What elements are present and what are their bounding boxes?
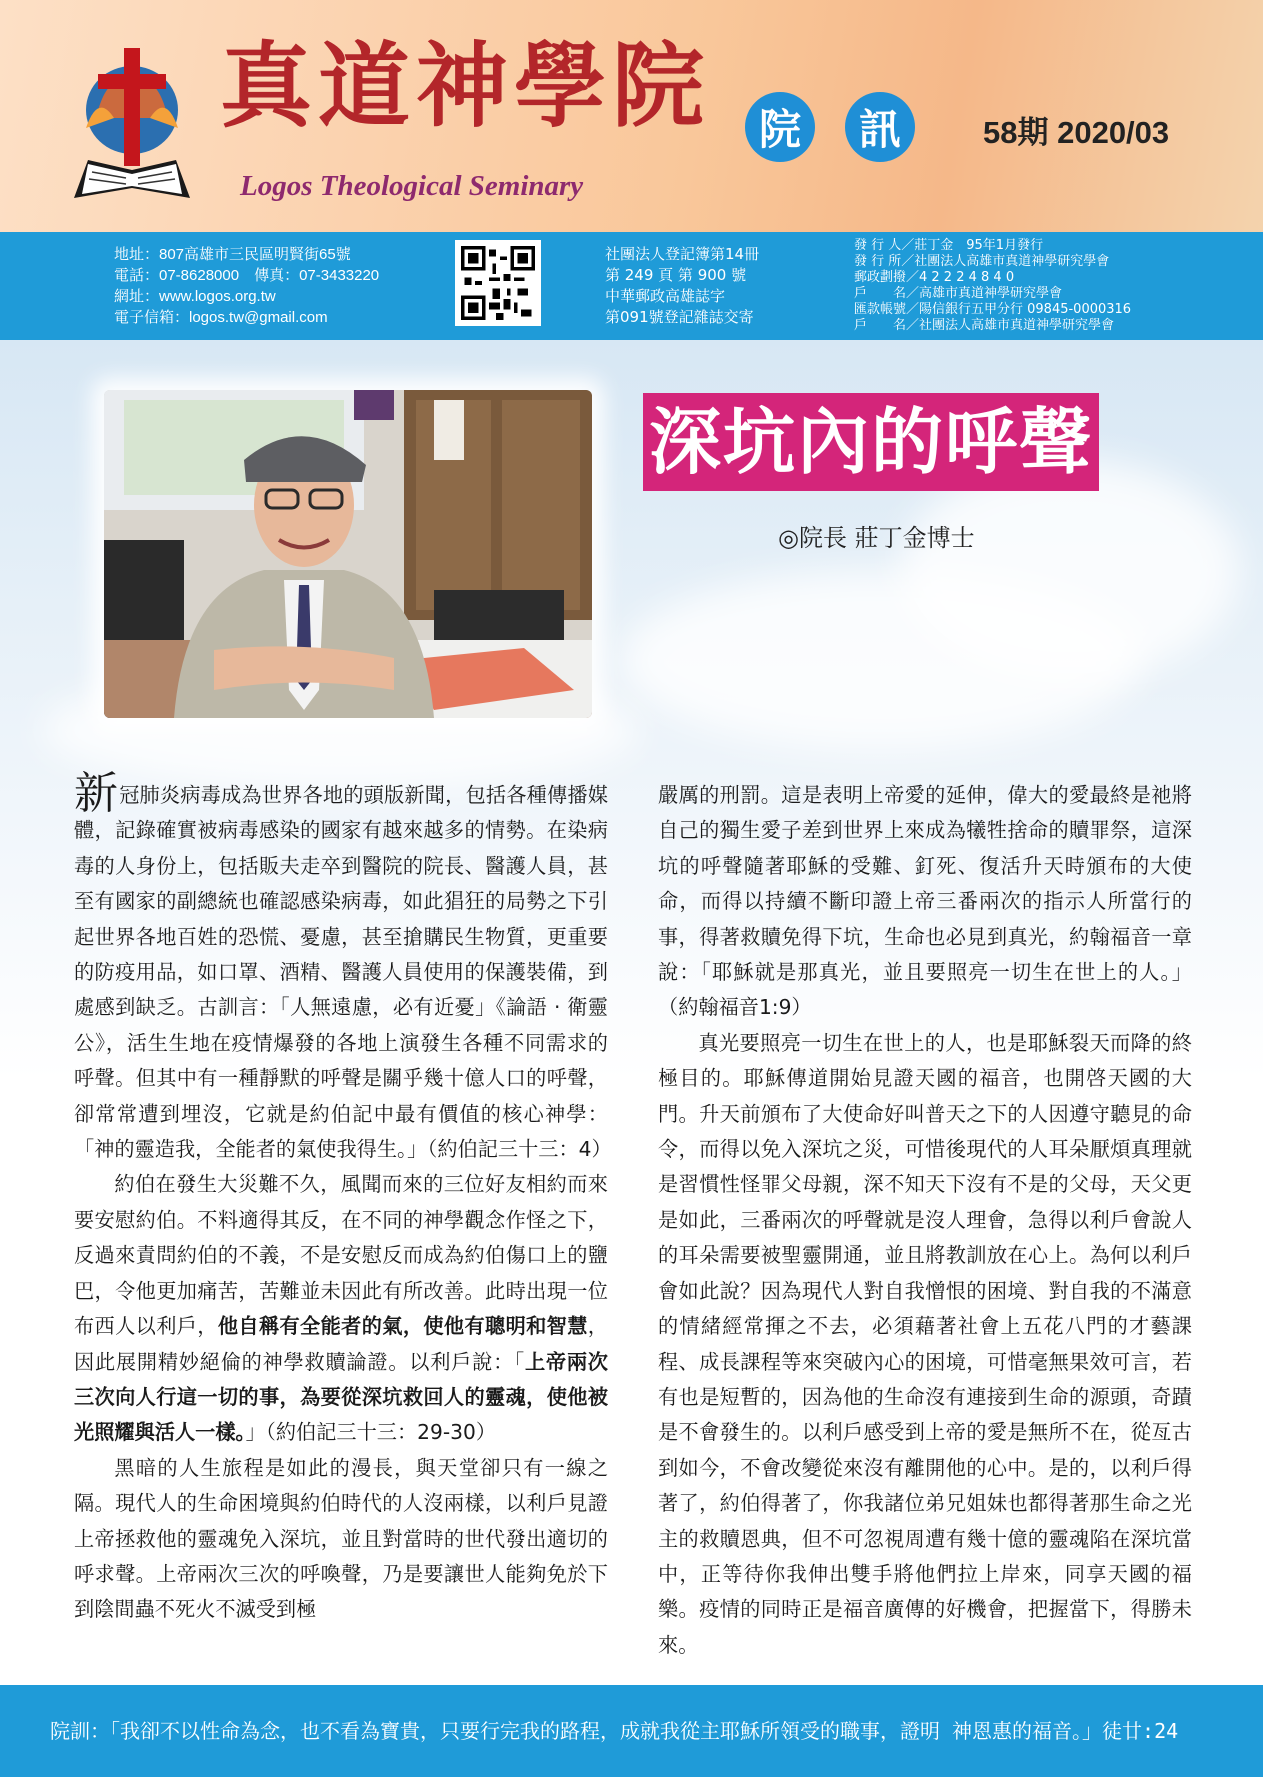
publisher-line: 郵政劃撥／4 2 2 2 4 8 4 0 bbox=[854, 270, 1015, 285]
contact-info-bar bbox=[0, 232, 1263, 340]
article-column-left bbox=[74, 768, 612, 1628]
article-title: 深坑內的呼聲 bbox=[643, 393, 1099, 491]
paragraph-text: 冠肺炎病毒成為世界各地的頭版新聞，包括各種傳播媒體，記錄確實被病毒感染的國家有越來越多的情勢。在染病毒的人身份上，包括販夫走卒到醫院的院長、醫護人員，甚至有國家的副總統也確認感染病毒，如此猖狂的局勢之下引起世界各地百姓的恐慌、憂慮，甚至搶購民生物質，更重要的防疫用品，如口罩、酒精、醫護人員使用的保護裝備，到處感到缺乏。古訓言：「人無遠慮，必有近憂」《論語 · 衛靈公》，活生生地在疫情爆發的各地上演發生各種不同需求的呼聲。但其中有一種靜默的呼聲是關乎幾十億人口的呼聲，卻常常遭到埋沒，它就是約伯記中最有價值的核心神學：「神的靈造我，全能者的氣使我得生。」（約伯記三十三：4） bbox=[74, 783, 612, 1162]
issue-number-date: 58期 2020/03 bbox=[983, 115, 1170, 150]
article-column-right bbox=[658, 778, 1192, 1663]
contact-block bbox=[114, 244, 379, 328]
paragraph-text: ，因此展開精妙絕倫的神學救贖論證。以利戶說：「 bbox=[74, 1314, 608, 1374]
drop-cap: 新 bbox=[74, 768, 119, 819]
registration-line: 中華郵政高雄誌字 bbox=[605, 287, 726, 305]
paragraph bbox=[74, 768, 612, 1167]
paragraph bbox=[74, 1167, 608, 1450]
publisher-line: 發 行 人／莊丁金 95年1月發行 bbox=[854, 238, 1044, 253]
masthead bbox=[0, 0, 1263, 232]
newsletter-badge-xun: 訊 bbox=[845, 92, 915, 162]
paragraph: 黑暗的人生旅程是如此的漫長，與天堂卻只有一線之隔。現代人的生命困境與約伯時代的人沒兩樣，以利戶見證上帝拯救他的靈魂免入深坑，並且對當時的世代發出適切的呼求聲。上帝兩次三次的呼喚聲，乃是要讓世人能夠免於下到陰間蟲不死火不滅受到極 bbox=[74, 1455, 608, 1622]
publisher-line: 戶 名／社團法人高雄市真道神學研究學會 bbox=[854, 318, 1115, 333]
publisher-line: 發 行 所／社團法人高雄市真道神學研究學會 bbox=[854, 254, 1110, 269]
bold-quote: 他自稱有全能者的氣，使他有聰明和智慧 bbox=[217, 1314, 588, 1339]
publisher-line: 匯款帳號／陽信銀行五甲分行 09845-0000316 bbox=[854, 302, 1132, 317]
seminary-name-english: Logos Theological Seminary bbox=[240, 170, 584, 202]
registration-block bbox=[605, 244, 759, 328]
paragraph: 真光要照亮一切生在世上的人，也是耶穌裂天而降的終極目的。耶穌傳道開始見證天國的福音，也開啓天國的大門。升天前頒布了大使命好叫普天之下的人因遵守聽見的命令，而得以免入深坑之災，可惜後現代的人耳朵厭煩真理就是習慣性怪罪父母親，深不知天下沒有不是的父母，天父更是如此，三番兩次的呼聲就是沒人理會，急得以利戶會說人的耳朵需要被聖靈開通，並且將教訓放在心上。為何以利戶會如此說？因為現代人對自我憎恨的困境、對自我的不滿意的情緒經常揮之不去，必須藉著社會上五花八門的才藝課程、成長課程等來突破內心的困境，可惜毫無果效可言，若有也是短暫的，因為他的生命沒有連接到生命的源頭，奇蹟是不會發生的。以利戶感受到上帝的愛是無所不在，從亙古到如今，不會改變從來沒有離開他的心中。是的，以利戶得著了，約伯得著了，你我諸位弟兄姐妹也都得著那生命之光主的救贖恩典，但不可忽視周遭有幾十億的靈魂陷在深坑當中，正等待你我伸出雙手將他們拉上岸來，同享天國的福樂。疫情的同時正是福音廣傳的好機會，把握當下，得勝未來。 bbox=[658, 1030, 1192, 1657]
registration-line: 社團法人登記簿第14冊 bbox=[605, 245, 760, 263]
seminary-logo-icon bbox=[68, 48, 196, 203]
publisher-line: 戶 名／高雄市真道神學研究學會 bbox=[854, 286, 1063, 301]
registration-line: 第091號登記雜誌交寄 bbox=[605, 308, 754, 326]
bold-quote: 上帝兩次三次向人行這一切的事，為要從深坑救回人的靈魂，使他被光照耀與活人一樣。 bbox=[74, 1349, 608, 1445]
paragraph-text: 」（約伯記三十三：29-30） bbox=[245, 1420, 497, 1445]
publisher-block bbox=[854, 238, 1131, 334]
address-line: 地址：807高雄市三民區明賢街65號 bbox=[114, 246, 351, 263]
phone-line: 電話：07-8628000 傳真：07-3433220 bbox=[114, 267, 380, 284]
qr-code-icon[interactable] bbox=[455, 240, 541, 326]
seminary-motto-footer: 院訓：「我卻不以性命為念，也不看為寶貴，只要行完我的路程，成就我從主耶穌所領受的職事，證明 神恩惠的福音。」徒廿:24 bbox=[0, 1685, 1263, 1777]
paragraph: 嚴厲的刑罰。這是表明上帝愛的延伸，偉大的愛最終是祂將自己的獨生愛子差到世界上來成為犧牲捨命的贖罪祭，這深坑的呼聲隨著耶穌的受難、釘死、復活升天時頒布的大使命，而得以持續不斷印證上帝三番兩次的指示人所當行的事，得著救贖免得下坑，生命也必見到真光，約翰福音一章說：「耶穌就是那真光，並且要照亮一切生在世上的人。」（約翰福音1:9） bbox=[658, 783, 1192, 1020]
seminary-name-chinese: 真道神學院 bbox=[220, 32, 711, 140]
paragraph-text: 約伯在發生大災難不久，風聞而來的三位好友相約而來要安慰約伯。不料適得其反，在不同的神學觀念作怪之下，反過來責問約伯的不義，不是安慰反而成為約伯傷口上的鹽巴，令他更加痛苦，苦難並未因此有所改善。此時出現一位布西人以利戶， bbox=[74, 1172, 608, 1339]
website-line[interactable]: 網址：www.logos.org.tw bbox=[114, 288, 276, 305]
article-byline: ◎院長 莊丁金博士 bbox=[778, 524, 975, 552]
newsletter-badge-yuan: 院 bbox=[745, 92, 815, 162]
president-photo bbox=[104, 390, 592, 718]
email-line[interactable]: 電子信箱：logos.tw@gmail.com bbox=[114, 309, 328, 326]
registration-line: 第 249 頁 第 900 號 bbox=[605, 266, 747, 284]
